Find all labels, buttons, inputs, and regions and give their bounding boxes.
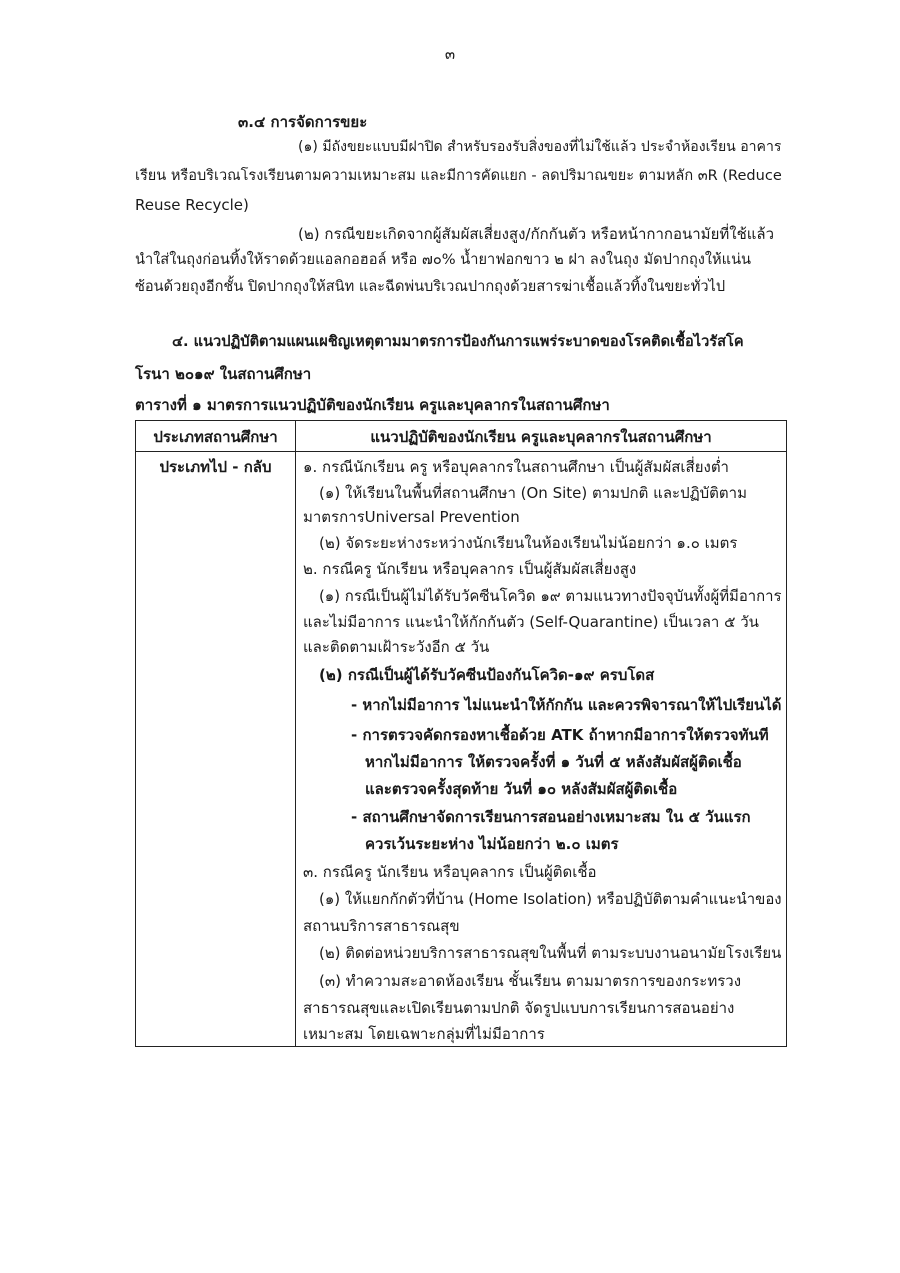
table-line: และติดตามเฝ้าระวังอีก ๕ วัน [303, 638, 490, 656]
table-header-category: ประเภทสถานศึกษา [153, 428, 278, 446]
paragraph-line: (๑) มีถังขยะแบบมีฝาปิด สำหรับรองรับสิ่งของที่ไม่ใช้แล้ว ประจำห้องเรียน อาคาร [298, 139, 782, 155]
table-line: สถานบริการสาธารณสุข [303, 917, 460, 935]
table-line: - การตรวจคัดกรองหาเชื้อด้วย ATK ถ้าหากมีอาการให้ตรวจทันที [351, 726, 769, 744]
table-line: หากไม่มีอาการ ให้ตรวจครั้งที่ ๑ วันที่ ๕ หลังสัมผัสผู้ติดเชื้อ [365, 753, 742, 771]
table-line: ๑. กรณีนักเรียน ครู หรือบุคลากรในสถานศึกษา เป็นผู้สัมผัสเสี่ยงต่ำ [303, 458, 729, 476]
table-caption: ตารางที่ ๑ มาตรการแนวปฏิบัติของนักเรียน ครูและบุคลากรในสถานศึกษา [135, 396, 610, 414]
paragraph-line: เรียน หรือบริเวณโรงเรียนตามความเหมาะสม และมีการคัดแยก - ลดปริมาณขยะ ตามหลัก ๓R (Reduce [135, 168, 782, 184]
table-line: (๑) กรณีเป็นผู้ไม่ได้รับวัคซีนโควิด ๑๙ ตามแนวทางปัจจุบันทั้งผู้ที่มีอาการ [319, 587, 782, 605]
table-line: มาตรการUniversal Prevention [303, 508, 520, 526]
table-line: (๑) ให้เรียนในพื้นที่สถานศึกษา (On Site) ตามปกติ และปฏิบัติตาม [319, 484, 747, 502]
table-column-divider [295, 421, 296, 1046]
paragraph-line: Reuse Recycle) [135, 196, 249, 214]
table-header-guidelines: แนวปฏิบัติของนักเรียน ครูและบุคลากรในสถานศึกษา [370, 428, 712, 446]
table-line: ๒. กรณีครู นักเรียน หรือบุคลากร เป็นผู้สัมผัสเสี่ยงสูง [303, 560, 637, 578]
table-line: และไม่มีอาการ แนะนำให้กักกันตัว (Self-Quarantine) เป็นเวลา ๕ วัน [303, 613, 759, 631]
paragraph-line: นำใส่ในถุงก่อนทิ้งให้ราดด้วยแอลกอฮอล์ หรือ ๗๐% น้ำยาฟอกขาว ๒ ฝา ลงในถุง มัดปากถุงให้แน่น [135, 251, 752, 268]
table-line: - หากไม่มีอาการ ไม่แนะนำให้กักกัน และควรพิจารณาให้ไปเรียนได้ [351, 696, 782, 714]
table-line: ควรเว้นระยะห่าง ไม่น้อยกว่า ๒.๐ เมตร [365, 835, 619, 853]
table-line: (๒) จัดระยะห่างระหว่างนักเรียนในห้องเรียนไม่น้อยกว่า ๑.๐ เมตร [319, 534, 738, 552]
table-line: (๓) ทำความสะอาดห้องเรียน ชั้นเรียน ตามมาตรการของกระทรวง [319, 972, 742, 990]
table-line: (๑) ให้แยกกักตัวที่บ้าน (Home Isolation) หรือปฏิบัติตามคำแนะนำของ [319, 890, 782, 908]
table-header-divider [136, 451, 786, 452]
section-3-4-heading: ๓.๔ การจัดการขยะ [238, 113, 368, 131]
table-cell-category: ประเภทไป - กลับ [159, 458, 272, 476]
paragraph-line: (๒) กรณีขยะเกิดจากผู้สัมผัสเสี่ยงสูง/กักกันตัว หรือหน้ากากอนามัยที่ใช้แล้ว [298, 225, 775, 243]
table-line: - สถานศึกษาจัดการเรียนการสอนอย่างเหมาะสม ใน ๕ วันแรก [351, 808, 751, 826]
table-line: เหมาะสม โดยเฉพาะกลุ่มที่ไม่มีอาการ [303, 1025, 545, 1043]
table-line: สาธารณสุขและเปิดเรียนตามปกติ จัดรูปแบบการเรียนการสอนอย่าง [303, 999, 735, 1017]
table-line: (๒) ติดต่อหน่วยบริการสาธารณสุขในพื้นที่ ตามระบบงานอนามัยโรงเรียน [319, 944, 782, 962]
page-number: ๓ [444, 45, 456, 63]
table-line: (๒) กรณีเป็นผู้ได้รับวัคซีนป้องกันโควิด-๑๙ ครบโดส [319, 666, 655, 684]
section-4-heading-cont: โรนา ๒๐๑๙ ในสถานศึกษา [135, 365, 312, 383]
section-4-heading: ๔. แนวปฏิบัติตามแผนเผชิญเหตุตามมาตรการป้องกันการแพร่ระบาดของโรคติดเชื้อไวรัสโค [172, 333, 744, 350]
table-line: ๓. กรณีครู นักเรียน หรือบุคลากร เป็นผู้ติดเชื้อ [303, 863, 597, 881]
paragraph-line: ซ้อนด้วยถุงอีกชั้น ปิดปากถุงให้สนิท และฉีดพ่นบริเวณปากถุงด้วยสารฆ่าเชื้อแล้วทิ้งในขยะทั่วไป [135, 278, 726, 295]
measures-table [135, 420, 787, 1047]
table-line: และตรวจครั้งสุดท้าย วันที่ ๑๐ หลังสัมผัสผู้ติดเชื้อ [365, 780, 678, 798]
